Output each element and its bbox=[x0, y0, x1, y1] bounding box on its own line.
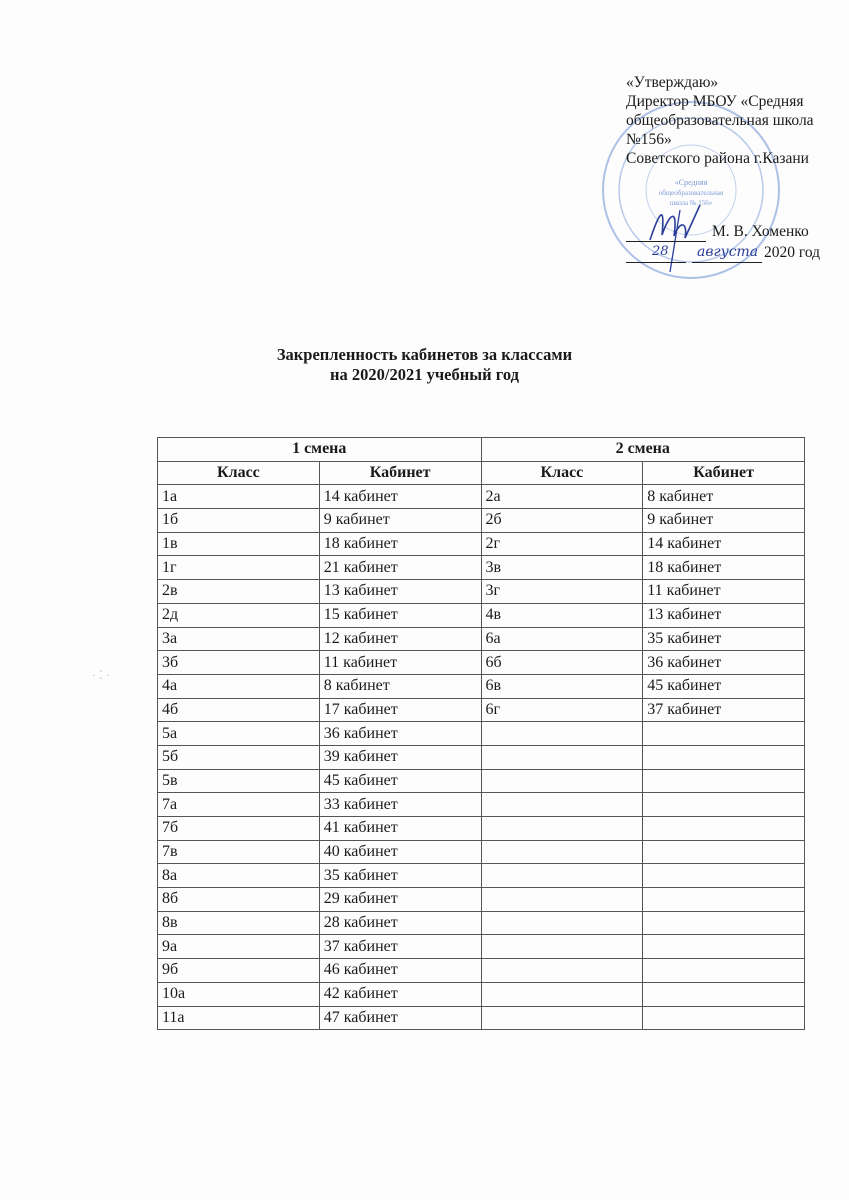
shift1-room-cell: 12 кабинет bbox=[319, 627, 481, 651]
shift1-room-cell: 45 кабинет bbox=[319, 769, 481, 793]
shift2-class-cell: 6б bbox=[481, 651, 643, 675]
shift1-class-cell: 1в bbox=[158, 532, 320, 556]
shift1-room-cell: 13 кабинет bbox=[319, 580, 481, 604]
shift2-class-cell bbox=[481, 769, 643, 793]
page-title bbox=[0, 345, 849, 385]
shift1-class-cell: 7б bbox=[158, 817, 320, 841]
shift1-class-cell: 9а bbox=[158, 935, 320, 959]
table-row bbox=[158, 674, 805, 698]
shift1-room-cell: 33 кабинет bbox=[319, 793, 481, 817]
shift2-room-cell bbox=[643, 959, 805, 983]
shift1-room-cell: 18 кабинет bbox=[319, 532, 481, 556]
shift1-class-cell: 7в bbox=[158, 840, 320, 864]
shift1-room-cell: 11 кабинет bbox=[319, 651, 481, 675]
shift1-room-cell: 41 кабинет bbox=[319, 817, 481, 841]
table-row bbox=[158, 556, 805, 580]
table-row bbox=[158, 698, 805, 722]
col-header-room: Кабинет bbox=[643, 461, 805, 485]
shift2-room-cell: 36 кабинет bbox=[643, 651, 805, 675]
shift1-room-cell: 35 кабинет bbox=[319, 864, 481, 888]
shift1-class-cell: 5б bbox=[158, 745, 320, 769]
date-day: 28 bbox=[652, 244, 669, 259]
svg-text:общеобразовательная: общеобразовательная bbox=[658, 189, 724, 197]
date-month-line bbox=[692, 262, 762, 263]
shift1-class-cell: 5а bbox=[158, 722, 320, 746]
shift1-room-cell: 40 кабинет bbox=[319, 840, 481, 864]
svg-text:«Средняя: «Средняя bbox=[674, 178, 708, 187]
shift2-class-cell bbox=[481, 935, 643, 959]
shift1-room-cell: 17 кабинет bbox=[319, 698, 481, 722]
shift1-room-cell: 36 кабинет bbox=[319, 722, 481, 746]
col-header-class: Класс bbox=[158, 461, 320, 485]
shift1-room-cell: 42 кабинет bbox=[319, 982, 481, 1006]
shift1-class-cell: 3б bbox=[158, 651, 320, 675]
director-name: М. В. Хоменко bbox=[712, 223, 809, 240]
shift2-class-cell bbox=[481, 1006, 643, 1030]
approval-line: общеобразовательная школа bbox=[626, 112, 814, 129]
table-row bbox=[158, 722, 805, 746]
shift1-class-cell: 3а bbox=[158, 627, 320, 651]
table-row bbox=[158, 1006, 805, 1030]
shift2-class-cell bbox=[481, 911, 643, 935]
table-row bbox=[158, 769, 805, 793]
title-line-1: Закрепленность кабинетов за классами bbox=[276, 345, 573, 364]
table-row bbox=[158, 888, 805, 912]
shift1-class-cell: 7а bbox=[158, 793, 320, 817]
approval-line: №156» bbox=[626, 131, 672, 148]
shift2-class-cell: 2г bbox=[481, 532, 643, 556]
shift2-room-cell bbox=[643, 840, 805, 864]
shift2-room-cell bbox=[643, 1006, 805, 1030]
approval-block bbox=[626, 73, 814, 168]
table-row bbox=[158, 840, 805, 864]
shift2-room-cell: 37 кабинет bbox=[643, 698, 805, 722]
shift1-class-cell: 4б bbox=[158, 698, 320, 722]
table-row bbox=[158, 651, 805, 675]
table-row bbox=[158, 817, 805, 841]
approval-line: Советского района г.Казани bbox=[626, 150, 809, 167]
shift1-class-cell: 11а bbox=[158, 1006, 320, 1030]
shift1-class-cell: 8б bbox=[158, 888, 320, 912]
shift1-room-cell: 47 кабинет bbox=[319, 1006, 481, 1030]
shift2-room-cell bbox=[643, 817, 805, 841]
shift2-class-cell bbox=[481, 745, 643, 769]
shift1-class-cell: 5в bbox=[158, 769, 320, 793]
shift2-class-cell bbox=[481, 888, 643, 912]
shift-header-row bbox=[158, 438, 805, 462]
shift2-class-cell bbox=[481, 722, 643, 746]
shift1-room-cell: 37 кабинет bbox=[319, 935, 481, 959]
table-row bbox=[158, 627, 805, 651]
shift2-class-cell: 2б bbox=[481, 509, 643, 533]
shift2-class-cell: 6а bbox=[481, 627, 643, 651]
table-row bbox=[158, 982, 805, 1006]
shift2-class-cell bbox=[481, 864, 643, 888]
shift1-room-cell: 28 кабинет bbox=[319, 911, 481, 935]
column-header-row bbox=[158, 461, 805, 485]
shift1-class-cell: 1а bbox=[158, 485, 320, 509]
table-row bbox=[158, 864, 805, 888]
table-row bbox=[158, 959, 805, 983]
shift2-room-cell: 35 кабинет bbox=[643, 627, 805, 651]
shift1-room-cell: 29 кабинет bbox=[319, 888, 481, 912]
table-row bbox=[158, 793, 805, 817]
shift2-room-cell: 13 кабинет bbox=[643, 603, 805, 627]
shift1-room-cell: 15 кабинет bbox=[319, 603, 481, 627]
shift1-room-cell: 8 кабинет bbox=[319, 674, 481, 698]
shift1-class-cell: 9б bbox=[158, 959, 320, 983]
shift-2-header: 2 смена bbox=[481, 438, 805, 462]
table-row bbox=[158, 509, 805, 533]
shift1-class-cell: 1б bbox=[158, 509, 320, 533]
shift2-room-cell bbox=[643, 935, 805, 959]
shift1-class-cell: 2д bbox=[158, 603, 320, 627]
shift-1-header: 1 смена bbox=[158, 438, 482, 462]
shift1-room-cell: 21 кабинет bbox=[319, 556, 481, 580]
scan-artifact: · ⁚ · bbox=[92, 668, 110, 682]
shift1-room-cell: 14 кабинет bbox=[319, 485, 481, 509]
shift1-class-cell: 8в bbox=[158, 911, 320, 935]
classroom-table bbox=[157, 437, 805, 1030]
shift1-room-cell: 39 кабинет bbox=[319, 745, 481, 769]
shift2-room-cell bbox=[643, 888, 805, 912]
shift1-class-cell: 8а bbox=[158, 864, 320, 888]
shift2-room-cell bbox=[643, 982, 805, 1006]
shift2-class-cell: 6г bbox=[481, 698, 643, 722]
shift2-class-cell: 6в bbox=[481, 674, 643, 698]
signature-line bbox=[626, 241, 706, 242]
shift2-class-cell bbox=[481, 840, 643, 864]
shift2-room-cell bbox=[643, 722, 805, 746]
table-row bbox=[158, 485, 805, 509]
shift2-class-cell bbox=[481, 982, 643, 1006]
shift1-class-cell: 1г bbox=[158, 556, 320, 580]
shift2-class-cell: 2а bbox=[481, 485, 643, 509]
shift2-class-cell: 4в bbox=[481, 603, 643, 627]
table-row bbox=[158, 532, 805, 556]
shift2-class-cell bbox=[481, 959, 643, 983]
shift1-room-cell: 46 кабинет bbox=[319, 959, 481, 983]
shift1-class-cell: 2в bbox=[158, 580, 320, 604]
approval-line: «Утверждаю» bbox=[626, 74, 719, 91]
shift1-room-cell: 9 кабинет bbox=[319, 509, 481, 533]
date-month: августа bbox=[697, 244, 759, 260]
shift2-room-cell bbox=[643, 793, 805, 817]
shift2-room-cell bbox=[643, 864, 805, 888]
table-row bbox=[158, 745, 805, 769]
shift2-room-cell bbox=[643, 769, 805, 793]
table-row bbox=[158, 911, 805, 935]
shift2-room-cell bbox=[643, 911, 805, 935]
shift2-room-cell: 9 кабинет bbox=[643, 509, 805, 533]
date-year: 2020 год bbox=[764, 244, 821, 261]
shift2-class-cell: 3г bbox=[481, 580, 643, 604]
table-row bbox=[158, 580, 805, 604]
shift2-class-cell bbox=[481, 817, 643, 841]
table-row bbox=[158, 935, 805, 959]
date-day-line bbox=[626, 262, 686, 263]
shift2-room-cell: 8 кабинет bbox=[643, 485, 805, 509]
approval-line: Директор МБОУ «Средняя bbox=[626, 93, 804, 110]
shift2-room-cell: 14 кабинет bbox=[643, 532, 805, 556]
shift2-class-cell: 3в bbox=[481, 556, 643, 580]
shift2-room-cell: 18 кабинет bbox=[643, 556, 805, 580]
shift2-room-cell: 11 кабинет bbox=[643, 580, 805, 604]
shift2-room-cell bbox=[643, 745, 805, 769]
title-line-2: на 2020/2021 учебный год bbox=[330, 365, 519, 384]
table-row bbox=[158, 603, 805, 627]
svg-text:школа № 156»: школа № 156» bbox=[669, 199, 713, 207]
shift2-room-cell: 45 кабинет bbox=[643, 674, 805, 698]
shift2-class-cell bbox=[481, 793, 643, 817]
shift1-class-cell: 10а bbox=[158, 982, 320, 1006]
shift1-class-cell: 4а bbox=[158, 674, 320, 698]
col-header-class: Класс bbox=[481, 461, 643, 485]
col-header-room: Кабинет bbox=[319, 461, 481, 485]
